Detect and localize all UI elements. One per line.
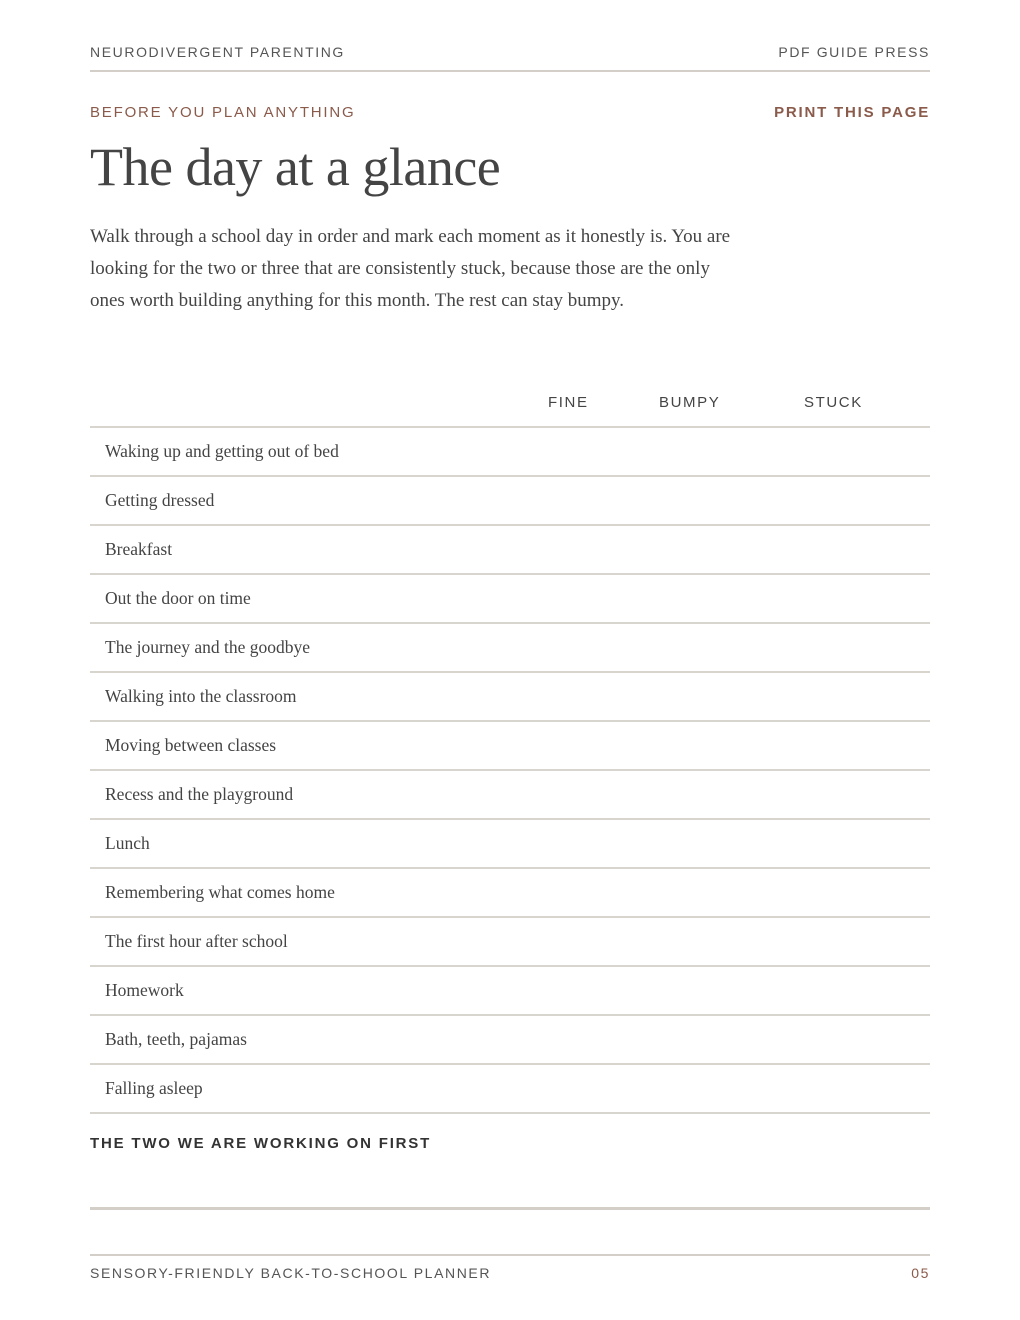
- table-row[interactable]: [90, 526, 930, 575]
- focus-section-label: THE TWO WE ARE WORKING ON FIRST: [90, 1135, 432, 1152]
- footer-title: SENSORY-FRIENDLY BACK-TO-SCHOOL PLANNER: [90, 1265, 492, 1281]
- worksheet-page: [90, 0, 930, 1320]
- column-header-bumpy: BUMPY: [659, 394, 721, 411]
- table-row[interactable]: [90, 722, 930, 771]
- column-header-stuck: STUCK: [804, 394, 863, 411]
- table-row[interactable]: [90, 624, 930, 673]
- page-title: The day at a glance: [90, 137, 501, 197]
- table-row[interactable]: [90, 869, 930, 918]
- focus-write-in-line[interactable]: [90, 1207, 930, 1210]
- table-row[interactable]: [90, 820, 930, 869]
- moment-label: Waking up and getting out of bed: [105, 441, 339, 461]
- moment-label: Remembering what comes home: [105, 882, 335, 902]
- table-row[interactable]: [90, 575, 930, 624]
- table-row[interactable]: [90, 771, 930, 820]
- header-series: NEURODIVERGENT PARENTING: [90, 44, 345, 60]
- moment-label: Getting dressed: [105, 490, 215, 510]
- page-number: 05: [911, 1265, 930, 1281]
- moment-label: Bath, teeth, pajamas: [105, 1029, 247, 1049]
- print-this-page-link[interactable]: PRINT THIS PAGE: [774, 104, 930, 121]
- table-row[interactable]: [90, 673, 930, 722]
- moment-label: Falling asleep: [105, 1078, 203, 1098]
- intro-paragraph: Walk through a school day in order and mark each moment as it honestly is. You are looking for the two or three that are consistently stuck, because those are the only ones worth building anything for this month. The rest can stay bumpy.: [90, 226, 731, 311]
- section-kicker: BEFORE YOU PLAN ANYTHING: [90, 104, 356, 121]
- moment-label: Breakfast: [105, 539, 173, 559]
- table-row[interactable]: [90, 1016, 930, 1065]
- table-row[interactable]: [90, 1065, 930, 1114]
- running-footer: [90, 1265, 930, 1281]
- moment-label: The journey and the goodbye: [105, 637, 311, 657]
- rating-column-headers: [90, 394, 930, 414]
- day-moments-table: [90, 426, 930, 1114]
- header-divider: [90, 70, 930, 72]
- moment-label: Recess and the playground: [105, 784, 294, 804]
- header-publisher: PDF GUIDE PRESS: [778, 44, 930, 60]
- column-header-fine: FINE: [548, 394, 589, 411]
- table-row[interactable]: [90, 477, 930, 526]
- moment-label: Moving between classes: [105, 735, 277, 755]
- moment-label: Out the door on time: [105, 588, 251, 608]
- table-row[interactable]: [90, 967, 930, 1016]
- moment-label: Lunch: [105, 833, 150, 853]
- section-kicker-row: [90, 104, 930, 121]
- moment-label: The first hour after school: [105, 931, 288, 951]
- moment-label: Homework: [105, 980, 184, 1000]
- table-row[interactable]: [90, 428, 930, 477]
- running-header: [90, 44, 930, 60]
- table-row[interactable]: [90, 918, 930, 967]
- footer-divider: [90, 1254, 930, 1256]
- moment-label: Walking into the classroom: [105, 686, 297, 706]
